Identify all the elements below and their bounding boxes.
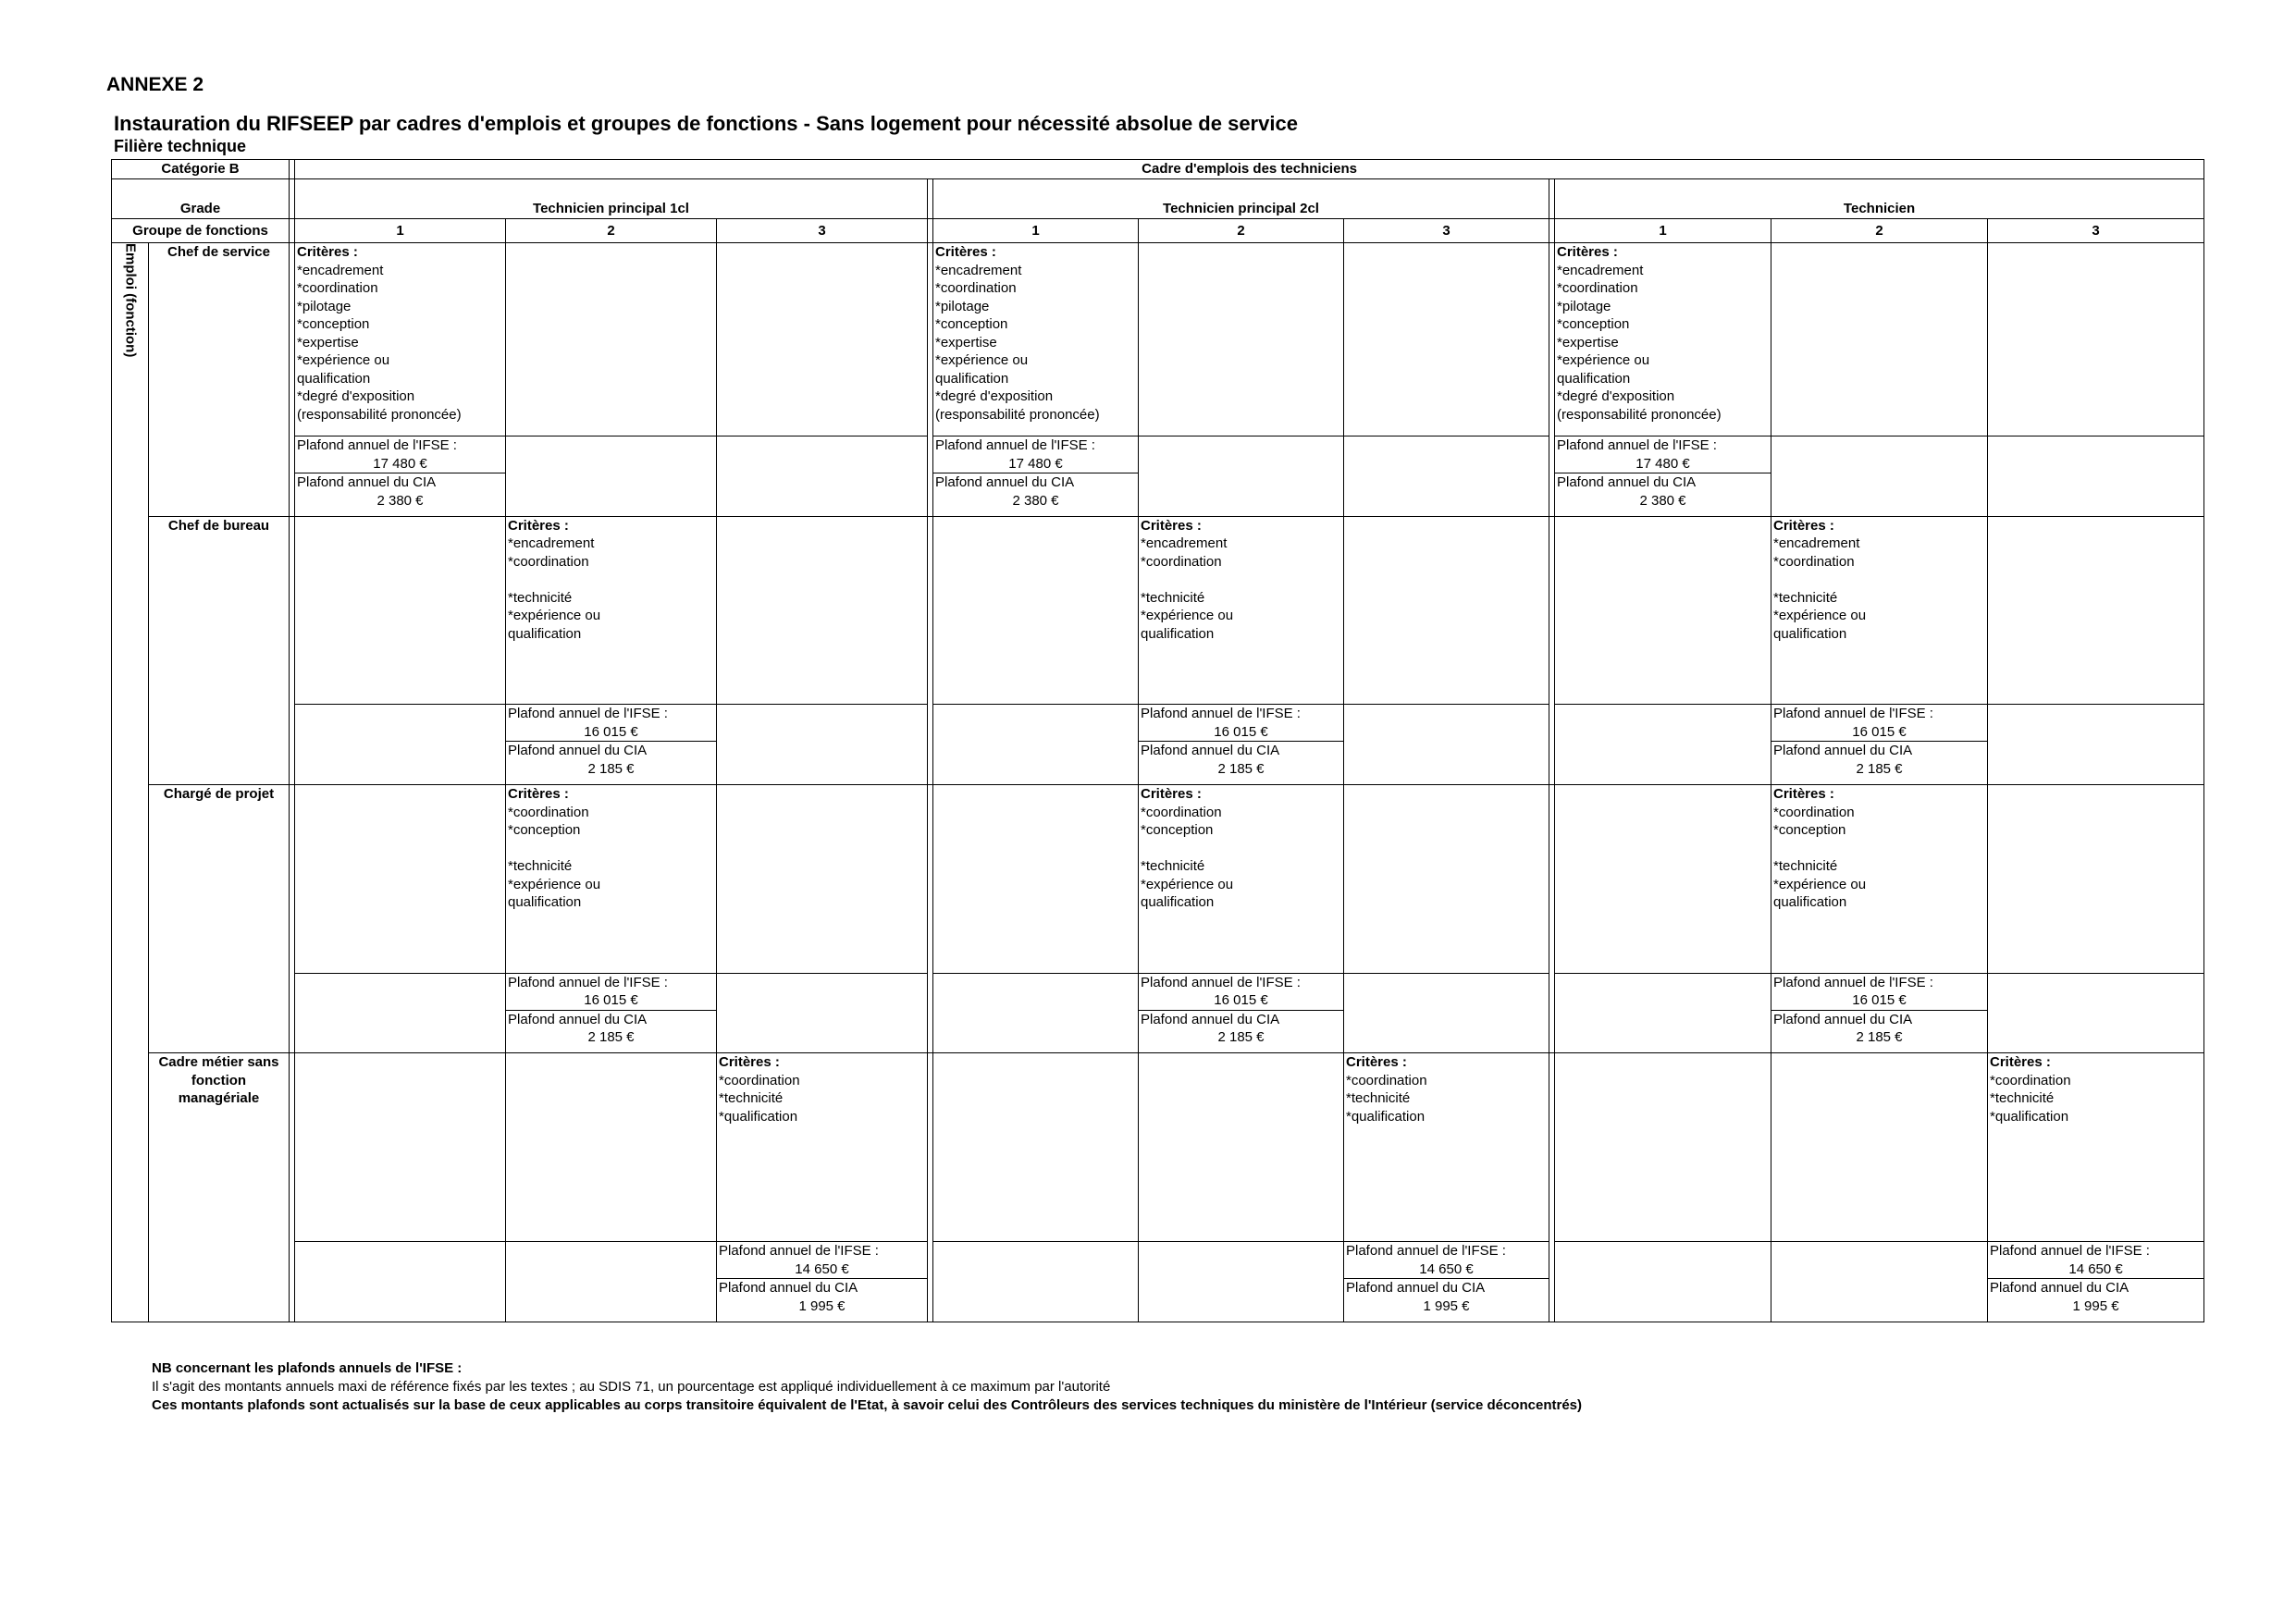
plafond-block xyxy=(1555,436,1771,516)
criteria-item: *conception xyxy=(935,316,1008,333)
ifse-label: Plafond annuel de l'IFSE : xyxy=(1141,974,1301,990)
ifse-block xyxy=(1988,1242,2203,1279)
plafond-block xyxy=(506,705,716,784)
plafond-block xyxy=(933,436,1138,516)
empty-cell xyxy=(1344,785,1549,974)
ifse-amount: 14 650 € xyxy=(795,1260,849,1277)
criteria-item: *coordination xyxy=(1141,553,1222,570)
plafond-cell xyxy=(295,436,506,517)
criteria-cell xyxy=(1344,1053,1549,1242)
empty-cell xyxy=(295,516,506,705)
ifse-label: Plafond annuel de l'IFSE : xyxy=(1346,1243,1506,1260)
empty-cell xyxy=(1555,1242,1771,1322)
ifse-block xyxy=(933,436,1138,473)
criteria-item: *expérience ou xyxy=(1141,608,1234,624)
ifse-block xyxy=(1771,974,1987,1011)
empty-cell xyxy=(933,705,1139,785)
empty-cell xyxy=(1771,1053,1988,1242)
empty-cell xyxy=(717,973,928,1053)
cia-label: Plafond annuel du CIA xyxy=(1346,1280,1486,1297)
empty-cell xyxy=(1771,1242,1988,1322)
plafond-cell xyxy=(933,436,1139,517)
criteria-item: *technicité xyxy=(719,1090,784,1107)
empty-cell xyxy=(933,516,1139,705)
criteria-item: *expérience ou xyxy=(508,876,601,892)
cia-label: Plafond annuel du CIA xyxy=(508,1011,648,1027)
empty-cell xyxy=(1139,1053,1344,1242)
cia-amount: 2 185 € xyxy=(1217,1029,1265,1046)
empty-cell xyxy=(506,1242,717,1322)
criteria-item: *expertise xyxy=(1557,334,1619,350)
plafond-cell xyxy=(506,973,717,1053)
group-number: 1 xyxy=(1555,218,1771,242)
ifse-amount: 17 480 € xyxy=(373,455,427,472)
ifse-block xyxy=(506,974,716,1011)
plafond-block xyxy=(717,1242,927,1322)
criteria-item: *expertise xyxy=(935,334,997,350)
empty-cell xyxy=(295,1053,506,1242)
criteria-title: Critères : xyxy=(1773,517,1834,534)
criteria-item: *pilotage xyxy=(1557,298,1611,314)
empty-cell xyxy=(506,1053,717,1242)
criteria-item: qualification xyxy=(297,370,371,387)
criteria-item: qualification xyxy=(508,625,582,642)
criteria-item: *degré d'exposition xyxy=(297,388,415,405)
cia-amount: 1 995 € xyxy=(1423,1297,1470,1314)
group-number: 1 xyxy=(295,218,506,242)
ifse-amount: 14 650 € xyxy=(1419,1260,1474,1277)
empty-cell xyxy=(1988,436,2204,517)
plafond-cell xyxy=(1771,973,1988,1053)
group-number: 2 xyxy=(1771,218,1988,242)
empty-cell xyxy=(1555,1053,1771,1242)
empty-cell xyxy=(933,1242,1139,1322)
criteria-item: *qualification xyxy=(1990,1108,2069,1125)
criteria-item: *coordination xyxy=(1557,280,1638,297)
plafond-block xyxy=(295,436,505,516)
criteria-item: qualification xyxy=(1141,894,1215,911)
plafond-cell xyxy=(1344,1242,1549,1322)
criteria-item xyxy=(1773,571,1985,589)
ifse-label: Plafond annuel de l'IFSE : xyxy=(1557,437,1717,454)
cia-amount: 2 380 € xyxy=(1012,492,1059,509)
plafond-cell xyxy=(1771,705,1988,785)
criteria-item: *coordination xyxy=(508,804,589,820)
criteria-item: *coordination xyxy=(508,553,589,570)
empty-cell xyxy=(1555,705,1771,785)
cia-amount: 2 185 € xyxy=(587,760,635,777)
empty-cell xyxy=(717,516,928,705)
cia-label: Plafond annuel du CIA xyxy=(1141,1011,1280,1027)
plafond-block xyxy=(1988,1242,2203,1322)
empty-cell xyxy=(717,436,928,517)
criteria-item: *degré d'exposition xyxy=(935,388,1054,405)
ifse-block xyxy=(295,436,505,473)
criteria-cell xyxy=(1139,516,1344,705)
criteria-item: *technicité xyxy=(1773,589,1838,606)
criteria-item: *coordination xyxy=(1346,1072,1427,1088)
criteria-title: Critères : xyxy=(1773,786,1834,803)
criteria-item: *conception xyxy=(1141,822,1214,839)
criteria-item: *technicité xyxy=(508,858,573,875)
criteria-item: *conception xyxy=(297,316,370,333)
ifse-label: Plafond annuel de l'IFSE : xyxy=(935,437,1095,454)
criteria-title: Critères : xyxy=(935,244,996,261)
empty-cell xyxy=(506,243,717,436)
criteria-item: *technicité xyxy=(1141,589,1205,606)
cia-amount: 2 380 € xyxy=(376,492,424,509)
criteria-item: qualification xyxy=(1557,370,1631,387)
criteria-item: (responsabilité prononcée) xyxy=(935,406,1100,423)
group-number: 3 xyxy=(1344,218,1549,242)
ifse-label: Plafond annuel de l'IFSE : xyxy=(1773,974,1933,990)
criteria-item: *encadrement xyxy=(935,262,1022,278)
criteria-item: *coordination xyxy=(719,1072,800,1088)
cia-label: Plafond annuel du CIA xyxy=(508,743,648,759)
emploi-vertical-label xyxy=(112,243,149,1322)
empty-cell xyxy=(1555,973,1771,1053)
empty-cell xyxy=(1344,243,1549,436)
criteria-cell xyxy=(295,243,506,436)
cia-amount: 2 185 € xyxy=(1856,760,1903,777)
plafond-block xyxy=(1344,1242,1549,1322)
group-number: 2 xyxy=(506,218,717,242)
plafond-cell xyxy=(1988,1242,2204,1322)
group-number: 3 xyxy=(1988,218,2204,242)
filiere-label: Filière technique xyxy=(114,137,247,155)
criteria-title: Critères : xyxy=(508,786,569,803)
ifse-amount: 16 015 € xyxy=(1852,992,1907,1009)
cadre-header: Cadre d'emplois des techniciens xyxy=(295,160,2204,179)
ifse-label: Plafond annuel de l'IFSE : xyxy=(297,437,457,454)
criteria-item: *expertise xyxy=(297,334,359,350)
criteria-item: *pilotage xyxy=(935,298,990,314)
ifse-block xyxy=(1555,436,1771,473)
group-number: 2 xyxy=(1139,218,1344,242)
criteria-item: *expérience ou xyxy=(297,352,390,369)
empty-cell xyxy=(295,1242,506,1322)
group-number: 3 xyxy=(717,218,928,242)
cia-amount: 2 380 € xyxy=(1639,492,1686,509)
criteria-item: *technicité xyxy=(508,589,573,606)
plafond-block xyxy=(1771,705,1987,784)
criteria-item: *expérience ou xyxy=(1141,876,1234,892)
empty-cell xyxy=(1988,785,2204,974)
plafond-block xyxy=(1771,974,1987,1053)
ifse-amount: 16 015 € xyxy=(1852,723,1907,740)
criteria-item xyxy=(508,840,714,858)
ifse-block xyxy=(1771,705,1987,742)
criteria-title: Critères : xyxy=(1141,517,1202,534)
ifse-block xyxy=(1344,1242,1549,1279)
grade-technicien-principal-2cl: Technicien principal 2cl xyxy=(933,178,1549,218)
criteria-item: *coordination xyxy=(1773,804,1855,820)
ifse-block xyxy=(506,705,716,742)
rifseep-table xyxy=(111,159,2204,1322)
criteria-item: *technicité xyxy=(1346,1090,1411,1107)
ifse-label: Plafond annuel de l'IFSE : xyxy=(508,974,668,990)
criteria-item: *expérience ou xyxy=(935,352,1029,369)
empty-cell xyxy=(1988,243,2204,436)
plafond-block xyxy=(1139,974,1343,1053)
criteria-item: qualification xyxy=(1141,625,1215,642)
ifse-label: Plafond annuel de l'IFSE : xyxy=(719,1243,879,1260)
ifse-amount: 14 650 € xyxy=(2068,1260,2123,1277)
empty-cell xyxy=(933,1053,1139,1242)
criteria-cell xyxy=(506,785,717,974)
cia-label: Plafond annuel du CIA xyxy=(1141,743,1280,759)
criteria-title: Critères : xyxy=(1557,244,1618,261)
criteria-cell xyxy=(933,243,1139,436)
emploi-name: Cadre métier sans fonction managériale xyxy=(149,1053,290,1322)
empty-cell xyxy=(1344,436,1549,517)
cia-label: Plafond annuel du CIA xyxy=(719,1280,858,1297)
empty-cell xyxy=(1771,243,1988,436)
ifse-block xyxy=(717,1242,927,1279)
plafond-cell xyxy=(1139,973,1344,1053)
empty-cell xyxy=(1344,973,1549,1053)
ifse-block xyxy=(1139,705,1343,742)
plafond-cell xyxy=(1555,436,1771,517)
criteria-item: *technicité xyxy=(1990,1090,2055,1107)
criteria-item: *qualification xyxy=(1346,1108,1426,1125)
notes-heading: NB concernant les plafonds annuels de l'IFSE : xyxy=(152,1360,463,1376)
criteria-item: qualification xyxy=(935,370,1009,387)
empty-cell xyxy=(1771,436,1988,517)
ifse-amount: 16 015 € xyxy=(584,723,638,740)
notes-section xyxy=(152,1359,1582,1415)
criteria-item: *conception xyxy=(1773,822,1846,839)
criteria-title: Critères : xyxy=(508,517,569,534)
criteria-item: qualification xyxy=(1773,625,1847,642)
plafond-block xyxy=(506,974,716,1053)
ifse-label: Plafond annuel de l'IFSE : xyxy=(1773,706,1933,722)
ifse-label: Plafond annuel de l'IFSE : xyxy=(1141,706,1301,722)
plafond-cell xyxy=(506,705,717,785)
grade-header: Grade xyxy=(112,178,290,218)
criteria-item: *coordination xyxy=(1141,804,1222,820)
ifse-block xyxy=(1139,974,1343,1011)
cia-label: Plafond annuel du CIA xyxy=(935,474,1075,491)
cia-amount: 2 185 € xyxy=(1856,1029,1903,1046)
emploi-name: Chargé de projet xyxy=(149,785,290,1053)
criteria-cell xyxy=(1139,785,1344,974)
page-title: Instauration du RIFSEEP par cadres d'emplois et groupes de fonctions - Sans logement pour nécessité absolue de service xyxy=(114,112,1298,135)
empty-cell xyxy=(1988,516,2204,705)
criteria-item: *expérience ou xyxy=(1773,608,1867,624)
criteria-item: *expérience ou xyxy=(508,608,601,624)
empty-cell xyxy=(1555,785,1771,974)
emploi-label-text: Emploi (fonction) xyxy=(122,243,139,358)
criteria-item: *qualification xyxy=(719,1108,798,1125)
notes-line-2: Ces montants plafonds sont actualisés sur la base de ceux applicables au corps transitoire équivalent de l'Etat, à savoir celui des Contrôleurs des services techniques du ministère de l'Intérieur (service déconcentrés) xyxy=(152,1397,1582,1413)
empty-cell xyxy=(1139,1242,1344,1322)
criteria-item: qualification xyxy=(1773,894,1847,911)
criteria-cell xyxy=(506,516,717,705)
plafond-cell xyxy=(1139,705,1344,785)
cia-label: Plafond annuel du CIA xyxy=(1557,474,1697,491)
empty-cell xyxy=(1139,436,1344,517)
ifse-amount: 17 480 € xyxy=(1008,455,1063,472)
empty-cell xyxy=(1555,516,1771,705)
ifse-amount: 16 015 € xyxy=(1214,992,1268,1009)
criteria-item: *technicité xyxy=(1773,858,1838,875)
grade-technicien: Technicien xyxy=(1555,178,2204,218)
ifse-amount: 16 015 € xyxy=(1214,723,1268,740)
group-number: 1 xyxy=(933,218,1139,242)
criteria-item: *coordination xyxy=(935,280,1017,297)
criteria-cell xyxy=(1771,785,1988,974)
criteria-item: *degré d'exposition xyxy=(1557,388,1675,405)
criteria-item: qualification xyxy=(508,894,582,911)
empty-cell xyxy=(933,973,1139,1053)
criteria-title: Critères : xyxy=(297,244,358,261)
criteria-item: *coordination xyxy=(1773,553,1855,570)
criteria-item: (responsabilité prononcée) xyxy=(297,406,462,423)
criteria-item: (responsabilité prononcée) xyxy=(1557,406,1722,423)
empty-cell xyxy=(717,705,928,785)
ifse-amount: 17 480 € xyxy=(1636,455,1690,472)
ifse-amount: 16 015 € xyxy=(584,992,638,1009)
categorie-header: Catégorie B xyxy=(112,160,290,179)
criteria-cell xyxy=(1771,516,1988,705)
cia-amount: 2 185 € xyxy=(587,1029,635,1046)
annexe-label: ANNEXE 2 xyxy=(106,74,204,95)
cia-label: Plafond annuel du CIA xyxy=(1773,743,1913,759)
cia-amount: 1 995 € xyxy=(798,1297,846,1314)
ifse-label: Plafond annuel de l'IFSE : xyxy=(508,706,668,722)
criteria-item: *encadrement xyxy=(1557,262,1644,278)
empty-cell xyxy=(1988,705,2204,785)
criteria-title: Critères : xyxy=(719,1054,780,1071)
criteria-item: *encadrement xyxy=(508,535,595,552)
criteria-cell xyxy=(717,1053,928,1242)
criteria-item: *expérience ou xyxy=(1557,352,1650,369)
criteria-item: *conception xyxy=(1557,316,1630,333)
criteria-title: Critères : xyxy=(1990,1054,2051,1071)
criteria-item xyxy=(1141,571,1341,589)
plafond-cell xyxy=(717,1242,928,1322)
empty-cell xyxy=(295,785,506,974)
criteria-item: *encadrement xyxy=(1141,535,1228,552)
empty-cell xyxy=(1988,973,2204,1053)
criteria-item: *technicité xyxy=(1141,858,1205,875)
cia-label: Plafond annuel du CIA xyxy=(1990,1280,2129,1297)
criteria-item: *encadrement xyxy=(1773,535,1860,552)
notes-line-1: Il s'agit des montants annuels maxi de référence fixés par les textes ; au SDIS 71, un pourcentage est appliqué individuellement à ce maximum par l'autorité xyxy=(152,1379,1111,1395)
empty-cell xyxy=(933,785,1139,974)
criteria-item: *coordination xyxy=(1990,1072,2071,1088)
criteria-title: Critères : xyxy=(1141,786,1202,803)
cia-amount: 2 185 € xyxy=(1217,760,1265,777)
grade-technicien-principal-1cl: Technicien principal 1cl xyxy=(295,178,928,218)
criteria-item xyxy=(508,571,714,589)
criteria-item xyxy=(1141,840,1341,858)
empty-cell xyxy=(1344,516,1549,705)
cia-label: Plafond annuel du CIA xyxy=(1773,1011,1913,1027)
cia-amount: 1 995 € xyxy=(2072,1297,2119,1314)
criteria-cell xyxy=(1988,1053,2204,1242)
criteria-item: *expérience ou xyxy=(1773,876,1867,892)
plafond-block xyxy=(1139,705,1343,784)
criteria-item xyxy=(1773,840,1985,858)
criteria-item: *coordination xyxy=(297,280,378,297)
criteria-item: *conception xyxy=(508,822,581,839)
empty-cell xyxy=(717,785,928,974)
emploi-name: Chef de bureau xyxy=(149,516,290,784)
empty-cell xyxy=(506,436,717,517)
criteria-item: *encadrement xyxy=(297,262,384,278)
empty-cell xyxy=(295,973,506,1053)
empty-cell xyxy=(295,705,506,785)
empty-cell xyxy=(1139,243,1344,436)
emploi-name: Chef de service xyxy=(149,243,290,517)
cia-label: Plafond annuel du CIA xyxy=(297,474,437,491)
criteria-item: *pilotage xyxy=(297,298,352,314)
empty-cell xyxy=(717,243,928,436)
ifse-label: Plafond annuel de l'IFSE : xyxy=(1990,1243,2150,1260)
groupe-header: Groupe de fonctions xyxy=(112,218,290,242)
criteria-cell xyxy=(1555,243,1771,436)
empty-cell xyxy=(1344,705,1549,785)
criteria-title: Critères : xyxy=(1346,1054,1407,1071)
